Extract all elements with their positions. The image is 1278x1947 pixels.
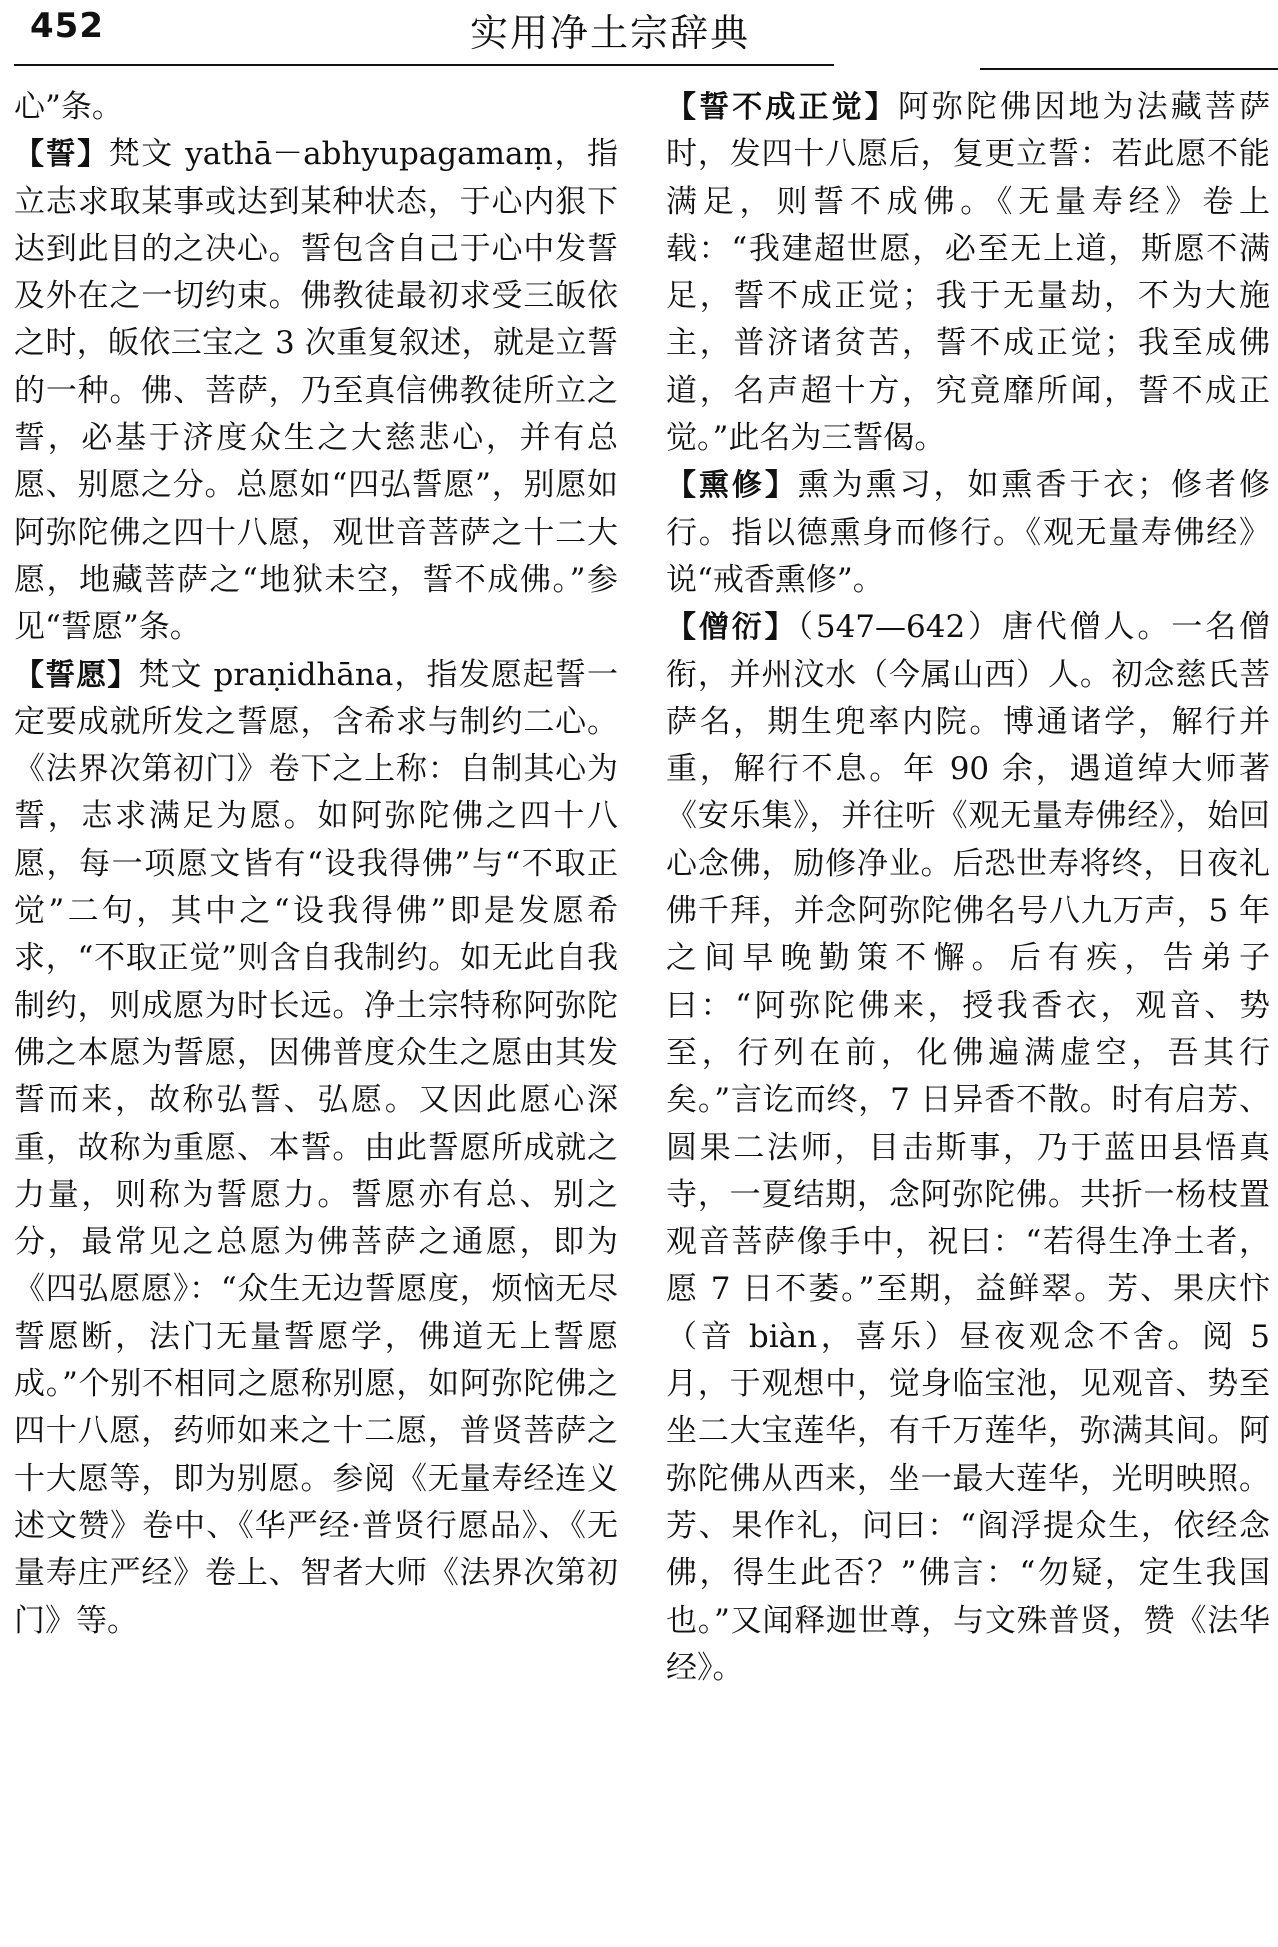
entry-headword: 【誓不成正觉】 <box>666 90 898 125</box>
dictionary-entry <box>666 462 1270 604</box>
entry-headword: 【僧衍】 <box>666 610 798 646</box>
entry-body: 梵文 yathā－abhyupagamaṃ，指立志求取某事或达到某种状态，于心内狠下达到此目的之决心。誓包含自己于心中发誓及外在之一切约束。佛教徒最初求受三皈依之时，皈依三宝之 3 次重复叙述，就是立誓的一种。佛、菩萨，乃至真信佛教徒所立之誓，必基于济度众生之大慈悲心，并有总愿、别愿之分。总愿如“四弘誓愿”，别愿如阿弥陀佛之四十八愿，观世音菩萨之十二大愿，地藏菩萨之“地狱未空，誓不成佛。”参见“誓愿”条。 <box>14 136 619 646</box>
entry-body: 阿弥陀佛因地为法藏菩萨时，发四十八愿后，复更立誓：若此愿不能满足，则誓不成佛。《无量寿经》卷上载：“我建超世愿，必至无上道，斯愿不满足，誓不成正觉；我于无量劫，不为大施主，普济诸贫苦，誓不成正觉；我至成佛道，名声超十方，究竟靡所闻，誓不成正觉。”此名为三誓偈。 <box>666 89 1271 457</box>
dictionary-entry <box>14 652 618 1645</box>
header-rule-left <box>14 64 834 66</box>
right-column <box>666 84 1270 1692</box>
page-number: 452 <box>30 6 104 46</box>
page-header <box>0 0 1278 70</box>
dictionary-entry <box>666 84 1270 462</box>
dictionary-entry <box>14 131 618 651</box>
left-column <box>14 84 618 1645</box>
entry-body: （547—642）唐代僧人。一名僧衔，并州汶水（今属山西）人。初念慈氏菩萨名，期生兜率内院。博通诸学，解行并重，解行不息。年 90 余，遇道绰大师著《安乐集》，并往听《观无量寿佛经》，始回心念佛，励修净业。后恐世寿将终，日夜礼佛千拜，并念阿弥陀佛名号八九万声，5 年之间早晚勤策不懈。后有疾，告弟子曰：“阿弥陀佛来，授我香衣，观音、势至，行列在前，化佛遍满虚空，吾其行矣。”言讫而终，7 日异香不散。时有启芳、圆果二法师，目击斯事，乃于蓝田县悟真寺，一夏结期，念阿弥陀佛。共折一杨枝置观音菩萨像手中，祝曰：“若得生净土者，愿 7 日不萎。”至期，益鲜翠。芳、果庆忭（音 biàn，喜乐）昼夜观念不舍。阅 5 月，于观想中，觉身临宝池，见观音、势至坐二大宝莲华，有千万莲华，弥满其间。阿弥陀佛从西来，坐一最大莲华，光明映照。芳、果作礼，问曰：“阎浮提众生，依经念佛，得生此否？”佛言：“勿疑，定生我国也。”又闻释迦世尊，与文殊普贤，赞《法华经》。 <box>666 609 1271 1686</box>
dictionary-entry <box>666 604 1270 1692</box>
continuation-text: 心”条。 <box>14 89 123 125</box>
header-rule-right <box>980 68 1278 70</box>
entry-headword: 【熏修】 <box>666 468 798 504</box>
entry-body: 梵文 praṇidhāna，指发愿起誓一定要成就所发之誓愿，含希求与制约二心。《法界次第初门》卷下之上称：自制其心为誓，志求满足为愿。如阿弥陀佛之四十八愿，每一项愿文皆有“设我得佛”与“不取正觉”二句，其中之“设我得佛”即是发愿希求，“不取正觉”则含自我制约。如无此自我制约，则成愿为时长远。净土宗特称阿弥陀佛之本愿为誓愿，因佛普度众生之愿由其发誓而来，故称弘誓、弘愿。又因此愿心深重，故称为重愿、本誓。由此誓愿所成就之力量，则称为誓愿力。誓愿亦有总、别之分，最常见之总愿为佛菩萨之通愿，即为《四弘愿愿》：“众生无边誓愿度，烦恼无尽誓愿断，法门无量誓愿学，佛道无上誓愿成。”个别不相同之愿称别愿，如阿弥陀佛之四十八愿，药师如来之十二愿，普贤菩萨之十大愿等，即为别愿。参阅《无量寿经连义述文赞》卷中、《华严经·普贤行愿品》、《无量寿庄严经》卷上、智者大师《法界次第初门》等。 <box>14 656 619 1639</box>
entry-headword: 【誓愿】 <box>14 657 139 693</box>
book-title: 实用净土宗辞典 <box>470 11 751 55</box>
entry-body: 熏为熏习，如熏香于衣；修者修行。指以德熏身而修行。《观无量寿佛经》说“戒香熏修”。 <box>666 467 1270 598</box>
entry-headword: 【誓】 <box>14 137 109 173</box>
